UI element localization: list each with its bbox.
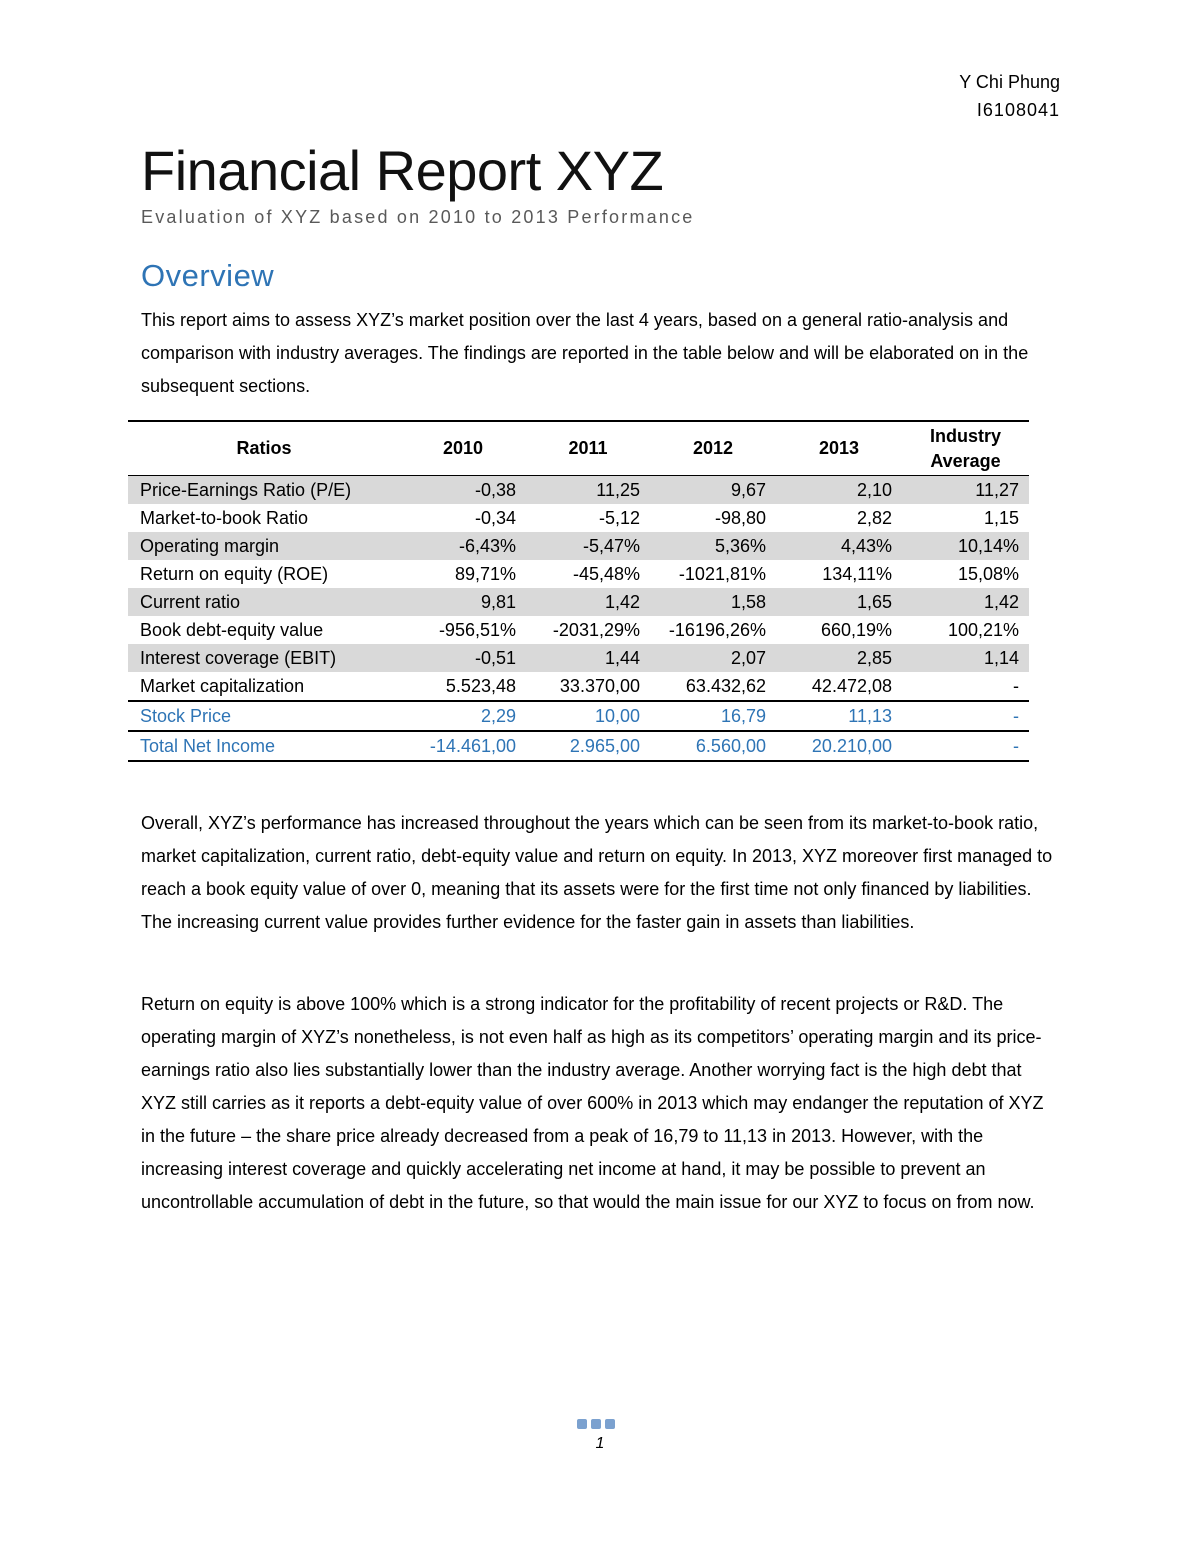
- table-cell: -45,48%: [572, 563, 640, 584]
- table-cell: 2,10: [776, 476, 902, 505]
- body-paragraph: Overall, XYZ’s performance has increased throughout the years which can be seen from its market-to-book ratio, market capitalization, current ratio, debt-equity value and return on equity. In 2013, XYZ moreover first managed to reach a book equity value of over 0, meaning that its assets were for the first time not only financed by liabilities. The increasing current value provides further evidence for the faster gain in assets than liabilities.: [141, 813, 1053, 932]
- table-cell: 1,44: [526, 644, 650, 672]
- table-cell: 1,42: [526, 588, 650, 616]
- table-header-cell: Industry Average: [902, 421, 1029, 476]
- table-cell: 42.472,08: [811, 675, 892, 696]
- table-cell: -5,12: [598, 507, 640, 528]
- table-row: [128, 504, 1029, 532]
- author-id: I6108041: [976, 100, 1060, 120]
- table-cell: -98,80: [714, 507, 766, 528]
- row-label: Operating margin: [128, 532, 400, 560]
- table-row: [128, 588, 1029, 616]
- table-cell: 20.210,00: [776, 731, 902, 761]
- table-cell: 9,81: [400, 588, 526, 616]
- table-cell: 63.432,62: [685, 675, 766, 696]
- table-cell: -14.461,00: [400, 731, 526, 761]
- table-cell: -16196,26%: [668, 619, 766, 640]
- table-cell: 10,14%: [902, 532, 1029, 560]
- table-cell: 16,79: [650, 701, 776, 731]
- row-label: Price-Earnings Ratio (P/E): [128, 476, 400, 505]
- table-cell: 6.560,00: [650, 731, 776, 761]
- row-label: Market capitalization: [140, 675, 305, 696]
- author-name: Y Chi Phung: [959, 72, 1060, 92]
- table-cell: -956,51%: [438, 619, 516, 640]
- table-cell: -0,34: [474, 507, 516, 528]
- table-cell: 100,21%: [947, 619, 1019, 640]
- table-cell: 89,71%: [454, 563, 516, 584]
- table-row: [128, 672, 1029, 701]
- table-cell: 660,19%: [820, 619, 892, 640]
- table-cell: -2031,29%: [552, 619, 640, 640]
- table-cell: -1021,81%: [678, 563, 766, 584]
- table-cell: 2,85: [776, 644, 902, 672]
- table-cell: 134,11%: [822, 563, 892, 584]
- row-label: Book debt-equity value: [140, 619, 324, 640]
- table-cell: 1,15: [983, 507, 1019, 528]
- ornament-dot: [577, 1419, 587, 1429]
- table-cell: -: [1013, 675, 1019, 696]
- table-cell: 2.965,00: [526, 731, 650, 761]
- table-cell: -: [902, 731, 1029, 761]
- table-cell: -0,51: [400, 644, 526, 672]
- table-header-row: [128, 421, 1029, 476]
- table-row: [128, 701, 1029, 731]
- table-cell: 4,43%: [776, 532, 902, 560]
- table-cell: 1,14: [902, 644, 1029, 672]
- ornament-dot: [591, 1419, 601, 1429]
- table-cell: -5,47%: [526, 532, 650, 560]
- table-cell: 9,67: [650, 476, 776, 505]
- body-paragraph: Return on equity is above 100% which is a strong indicator for the profitability of recent projects or R&D. The operating margin of XYZ’s nonetheless, is not even half as high as its competitors’ operating margin and its price-earnings ratio also lies substantially lower than the industry average. Another worrying fact is the high debt that XYZ still carries as it reports a debt-equity value of over 600% in 2013 which may endanger the reputation of XYZ in the future – the share price already decreased from a peak of 16,79 to 11,13 in 2013. However, with the increasing interest coverage and quickly accelerating net income at hand, it may be possible to prevent an uncontrollable accumulation of debt in the future, so that would the main issue for our XYZ to focus on from now.: [141, 994, 1044, 1212]
- table-header-cell: 2010: [400, 421, 526, 476]
- table-cell: 2,07: [650, 644, 776, 672]
- page-number: 1: [595, 1435, 605, 1452]
- intro-paragraph: This report aims to assess XYZ’s market position over the last 4 years, based on a general ratio-analysis and comparison with industry averages. The findings are reported in the table below and will be elaborated on in the subsequent sections.: [141, 310, 1029, 396]
- table-row: [128, 560, 1029, 588]
- table-cell: 1,58: [650, 588, 776, 616]
- table-cell: 15,08%: [957, 563, 1019, 584]
- document-subtitle: Evaluation of XYZ based on 2010 to 2013 Performance: [141, 207, 695, 227]
- table-cell: 2,82: [856, 507, 892, 528]
- row-label: Market-to-book Ratio: [140, 507, 309, 528]
- table-cell: 11,13: [776, 701, 902, 731]
- table-cell: 5,36%: [650, 532, 776, 560]
- row-label: Interest coverage (EBIT): [128, 644, 400, 672]
- table-header-cell: Ratios: [128, 421, 400, 476]
- table-header-cell: 2012: [650, 421, 776, 476]
- table-cell: -0,38: [400, 476, 526, 505]
- table-row: [128, 532, 1029, 560]
- table-cell: 1,42: [902, 588, 1029, 616]
- row-label: Total Net Income: [128, 731, 400, 761]
- ratios-table: [128, 420, 1029, 762]
- table-header-cell: 2013: [776, 421, 902, 476]
- table-cell: 2,29: [400, 701, 526, 731]
- table-header-cell: 2011: [526, 421, 650, 476]
- table-row: [128, 731, 1029, 761]
- document-title: Financial Report XYZ: [141, 139, 664, 202]
- row-label: Current ratio: [128, 588, 400, 616]
- row-label: Return on equity (ROE): [140, 563, 329, 584]
- table-cell: -6,43%: [400, 532, 526, 560]
- page-ornament: [577, 1419, 615, 1429]
- table-cell: 33.370,00: [559, 675, 640, 696]
- table-row: [128, 616, 1029, 644]
- ornament-dot: [605, 1419, 615, 1429]
- table-cell: 11,25: [526, 476, 650, 505]
- row-label: Stock Price: [128, 701, 400, 731]
- table-row: [128, 644, 1029, 672]
- table-row: [128, 476, 1029, 505]
- table-cell: 1,65: [776, 588, 902, 616]
- table-cell: -: [902, 701, 1029, 731]
- section-heading-overview: Overview: [141, 258, 275, 293]
- table-cell: 10,00: [526, 701, 650, 731]
- table-cell: 11,27: [902, 476, 1029, 505]
- table-cell: 5.523,48: [445, 675, 516, 696]
